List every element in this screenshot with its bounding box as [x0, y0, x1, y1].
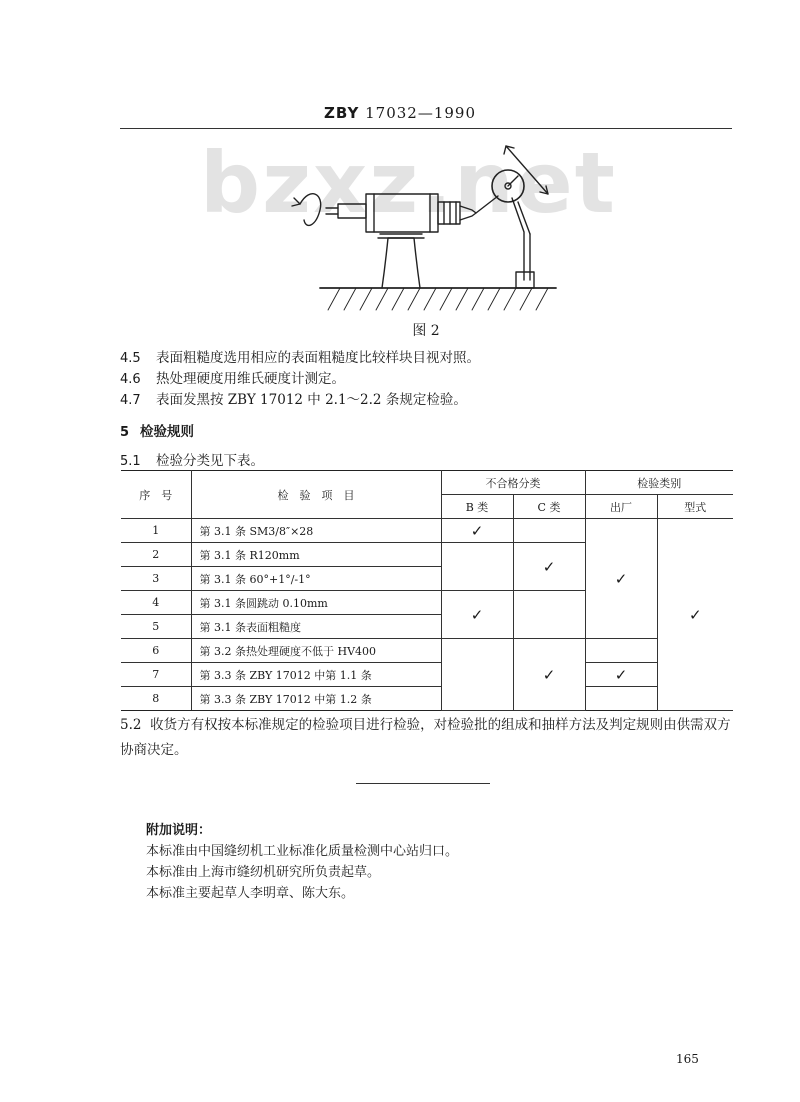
clause-text: 表面发黑按 ZBY 17012 中 2.1～2.2 条规定检验。: [156, 392, 467, 408]
cell-factory: [585, 663, 657, 687]
row-item: 第 3.1 条 R120mm: [191, 543, 441, 567]
cell-factory-merged: [585, 519, 657, 639]
row-seq: 4: [121, 591, 191, 615]
row-item: 第 3.1 条表面粗糙度: [191, 615, 441, 639]
header-rule: [120, 128, 732, 129]
appendix-line: 本标准由上海市缝纫机研究所负责起草。: [146, 865, 381, 880]
section-5-heading: [120, 420, 194, 440]
clause-number: 5.1: [120, 454, 141, 469]
figure-2-drawing: [280, 142, 560, 320]
clause-5-2: [120, 713, 732, 763]
header-b-class: B 类: [441, 495, 513, 519]
section-title: 检验规则: [140, 424, 194, 440]
header-factory: 出厂: [585, 495, 657, 519]
check-mark-icon: ✓: [614, 665, 628, 684]
appendix-line: 本标准由中国缝纫机工业标准化质量检测中心站归口。: [146, 844, 459, 859]
cell-type-merged: [657, 519, 733, 711]
check-mark-icon: ✓: [614, 569, 628, 588]
check-mark-icon: ✓: [542, 557, 556, 576]
inspection-table: [121, 470, 733, 711]
clause-4-5: [120, 346, 480, 366]
clause-4-7: [120, 388, 467, 408]
clause-text: 表面粗糙度选用相应的表面粗糙度比较样块目视对照。: [156, 350, 480, 366]
page-number: 165: [676, 1052, 699, 1066]
table-row: [121, 687, 733, 711]
header-type: 型式: [657, 495, 733, 519]
row-seq: 5: [121, 615, 191, 639]
check-mark-icon: ✓: [470, 605, 484, 624]
row-seq: 6: [121, 639, 191, 663]
cell-c-class-merged: [513, 639, 585, 711]
clause-text: 收货方有权按本标准规定的检验项目进行检验，对检验批的组成和抽样方法及判定规则由供需双方协商决定。: [120, 717, 731, 758]
cell-c-class-merged: [513, 591, 585, 639]
cell-b-class-merged: [441, 543, 513, 591]
cell-b-class: [441, 519, 513, 543]
row-item: 第 3.2 条热处理硬度不低于 HV400: [191, 639, 441, 663]
clause-number: 4.5: [120, 351, 141, 366]
clause-4-6: [120, 367, 345, 387]
table-header-row: [121, 471, 733, 495]
clause-text: 检验分类见下表。: [156, 453, 264, 469]
table-row: [121, 639, 733, 663]
appendix-title: 附加说明：: [146, 823, 212, 838]
header-number: 17032—1990: [365, 104, 477, 122]
section-number: 5: [120, 425, 130, 440]
row-item: 第 3.1 条圆跳动 0.10mm: [191, 591, 441, 615]
header-code: ZBY: [323, 104, 360, 122]
check-mark-icon: ✓: [688, 605, 702, 624]
table-row: [121, 519, 733, 543]
check-mark-icon: ✓: [542, 665, 556, 684]
header-inspection-category: 检验类别: [585, 471, 733, 495]
cell-b-class-merged: [441, 639, 513, 711]
watermark-text: bzxz.net: [200, 134, 617, 232]
table-row: [121, 663, 733, 687]
row-seq: 3: [121, 567, 191, 591]
cell-c-class: [513, 519, 585, 543]
figure-caption: 图 2: [412, 323, 440, 339]
clause-number: 4.7: [120, 393, 141, 408]
cell-factory: [585, 687, 657, 711]
row-item: 第 3.1 条 SM3/8″×28: [191, 519, 441, 543]
clause-number: 5.2: [120, 717, 142, 733]
appendix-line: 本标准主要起草人李明章、陈大东。: [146, 886, 355, 901]
document-header: [0, 104, 800, 122]
header-nonconform: 不合格分类: [441, 471, 585, 495]
clause-number: 4.6: [120, 372, 141, 387]
clause-text: 热处理硬度用维氏硬度计测定。: [156, 371, 345, 387]
row-seq: 1: [121, 519, 191, 543]
cell-c-class-merged: [513, 543, 585, 591]
header-item: 检 验 项 目: [191, 471, 441, 519]
row-seq: 8: [121, 687, 191, 711]
clause-5-1: [120, 449, 264, 469]
check-mark-icon: ✓: [470, 521, 484, 540]
row-item: 第 3.3 条 ZBY 17012 中第 1.1 条: [191, 663, 441, 687]
row-seq: 7: [121, 663, 191, 687]
end-rule: [356, 783, 490, 784]
row-item: 第 3.1 条 60°+1°/-1°: [191, 567, 441, 591]
cell-factory: [585, 639, 657, 663]
cell-b-class-merged: [441, 591, 513, 639]
row-seq: 2: [121, 543, 191, 567]
header-seq: 序 号: [121, 471, 191, 519]
row-item: 第 3.3 条 ZBY 17012 中第 1.2 条: [191, 687, 441, 711]
header-c-class: C 类: [513, 495, 585, 519]
